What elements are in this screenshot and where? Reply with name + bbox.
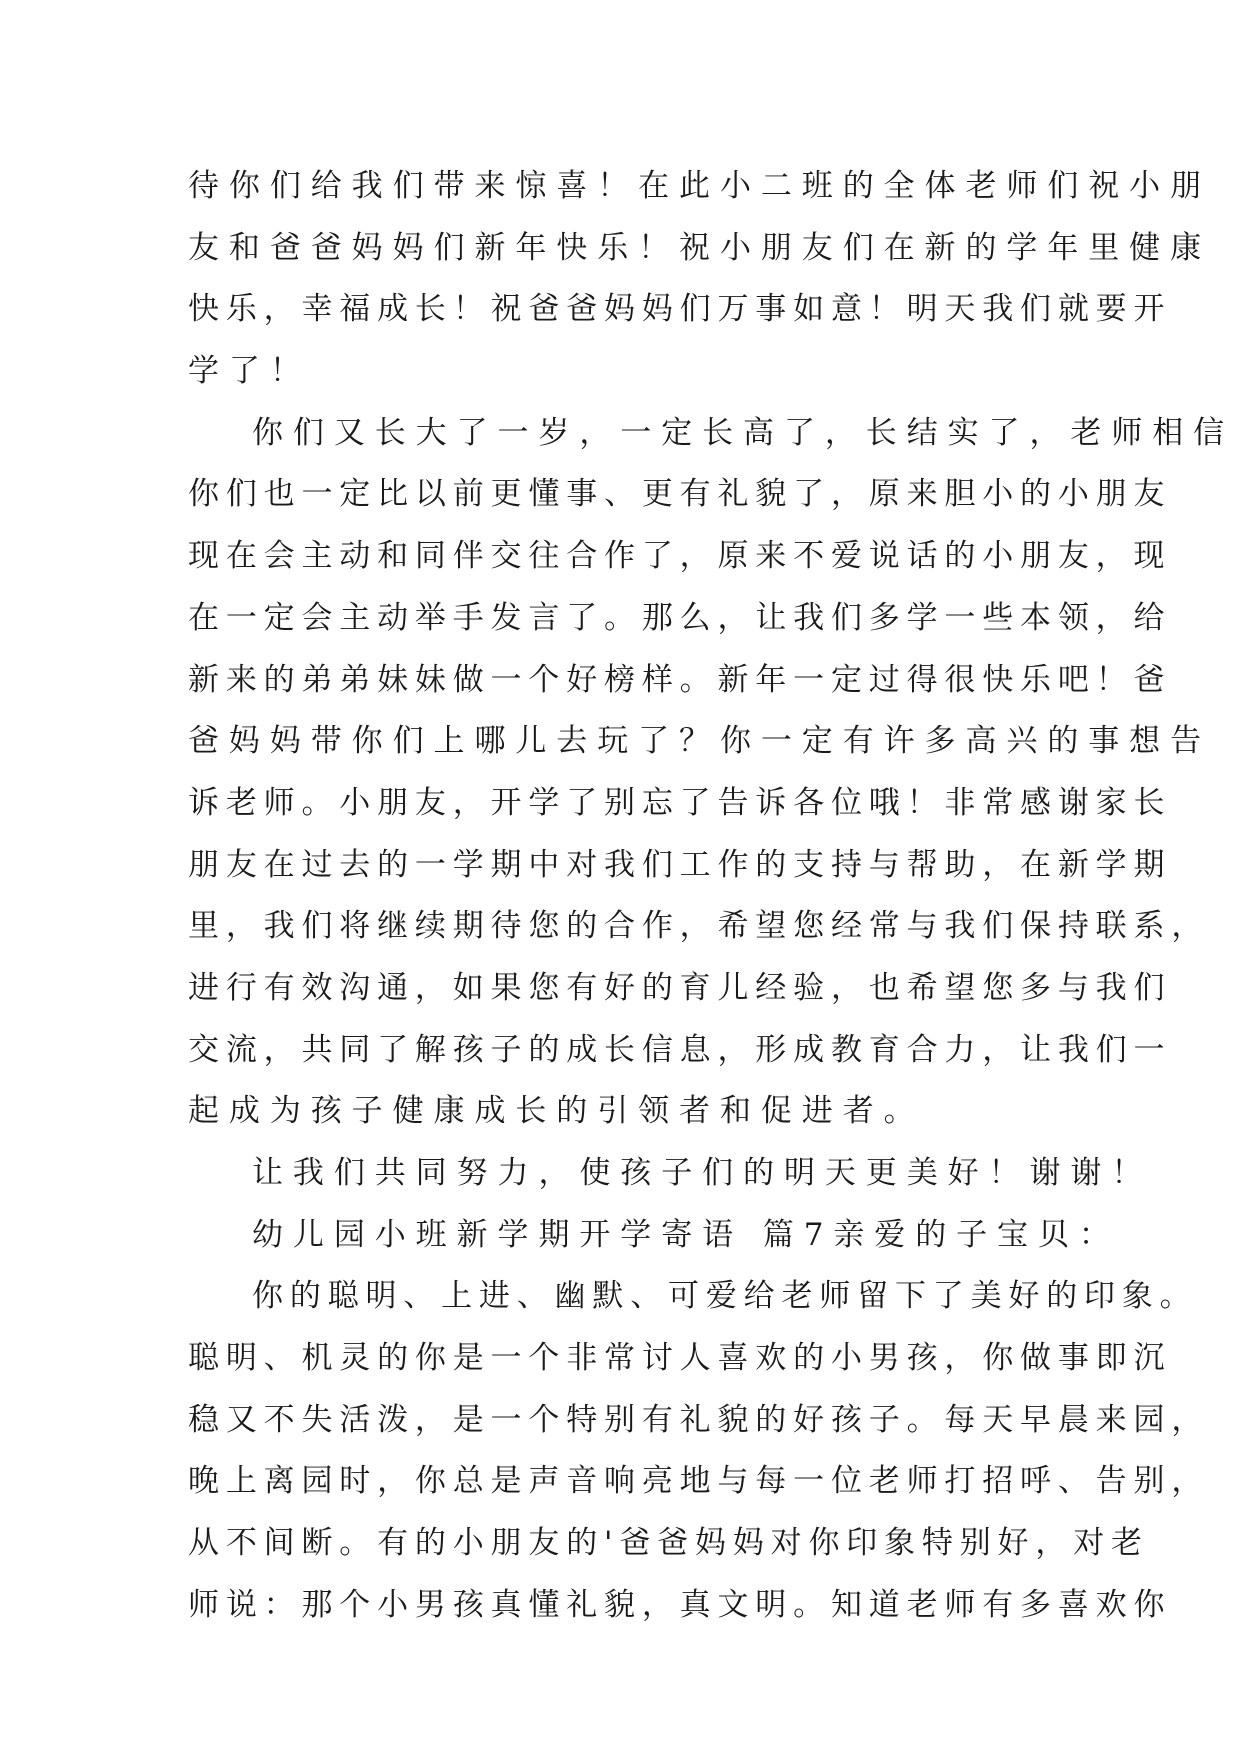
text-line: 诉老师。小朋友，开学了别忘了告诉各位哦！非常感谢家长 — [188, 784, 1172, 821]
text-line: 稳又不失活泼，是一个特别有礼貌的好孩子。每天早晨来园， — [188, 1401, 1210, 1438]
text-line: 朋友在过去的一学期中对我们工作的支持与帮助，在新学期 — [188, 846, 1172, 883]
text-line: 进行有效沟通，如果您有好的育儿经验，也希望您多与我们 — [188, 969, 1172, 1006]
text-line: 现在会主动和同伴交往合作了，原来不爱说话的小朋友，现 — [188, 538, 1172, 575]
text-line: 聪明、机灵的你是一个非常讨人喜欢的小男孩，你做事即沉 — [188, 1340, 1172, 1377]
text-line: 新来的弟弟妹妹做一个好榜样。新年一定过得很快乐吧！爸 — [188, 661, 1172, 698]
text-line: 友和爸爸妈妈们新年快乐！祝小朋友们在新的学年里健康 — [188, 229, 1211, 266]
text-line: 快乐，幸福成长！祝爸爸妈妈们万事如意！明天我们就要开 — [188, 291, 1172, 328]
text-line: 待你们给我们带来惊喜！在此小二班的全体老师们祝小朋 — [188, 168, 1211, 204]
text-line: 师说：那个小男孩真懂礼貌，真文明。知道老师有多喜欢你 — [188, 1586, 1172, 1623]
text-line: 在一定会主动举手发言了。那么，让我们多学一些本领，给 — [188, 599, 1172, 636]
text-line: 你们也一定比以前更懂事、更有礼貌了，原来胆小的小朋友 — [188, 476, 1172, 513]
text-line: 起成为孩子健康成长的引领者和促进者。 — [188, 1093, 925, 1130]
text-line: 你的聪明、上进、幽默、可爱给老师留下了美好的印象。 — [252, 1278, 1198, 1315]
text-line: 交流，共同了解孩子的成长信息，形成教育合力，让我们一 — [188, 1031, 1172, 1068]
text-line: 幼儿园小班新学期开学寄语 篇7亲爱的子宝贝： — [252, 1216, 1120, 1253]
text-line: 学了！ — [188, 353, 311, 390]
text-line: 里，我们将继续期待您的合作，希望您经常与我们保持联系， — [188, 908, 1210, 945]
text-line: 晚上离园时，你总是声音响亮地与每一位老师打招呼、告别， — [188, 1463, 1210, 1500]
text-line: 从不间断。有的小朋友的'爸爸妈妈对你印象特别好，对老 — [188, 1525, 1149, 1562]
document-body — [188, 156, 1235, 1637]
text-line: 让我们共同努力，使孩子们的明天更美好！谢谢！ — [252, 1155, 1153, 1191]
text-line: 爸妈妈带你们上哪儿去玩了？你一定有许多高兴的事想告 — [188, 723, 1211, 760]
text-line: 你们又长大了一岁，一定长高了，长结实了，老师相信 — [252, 414, 1235, 451]
